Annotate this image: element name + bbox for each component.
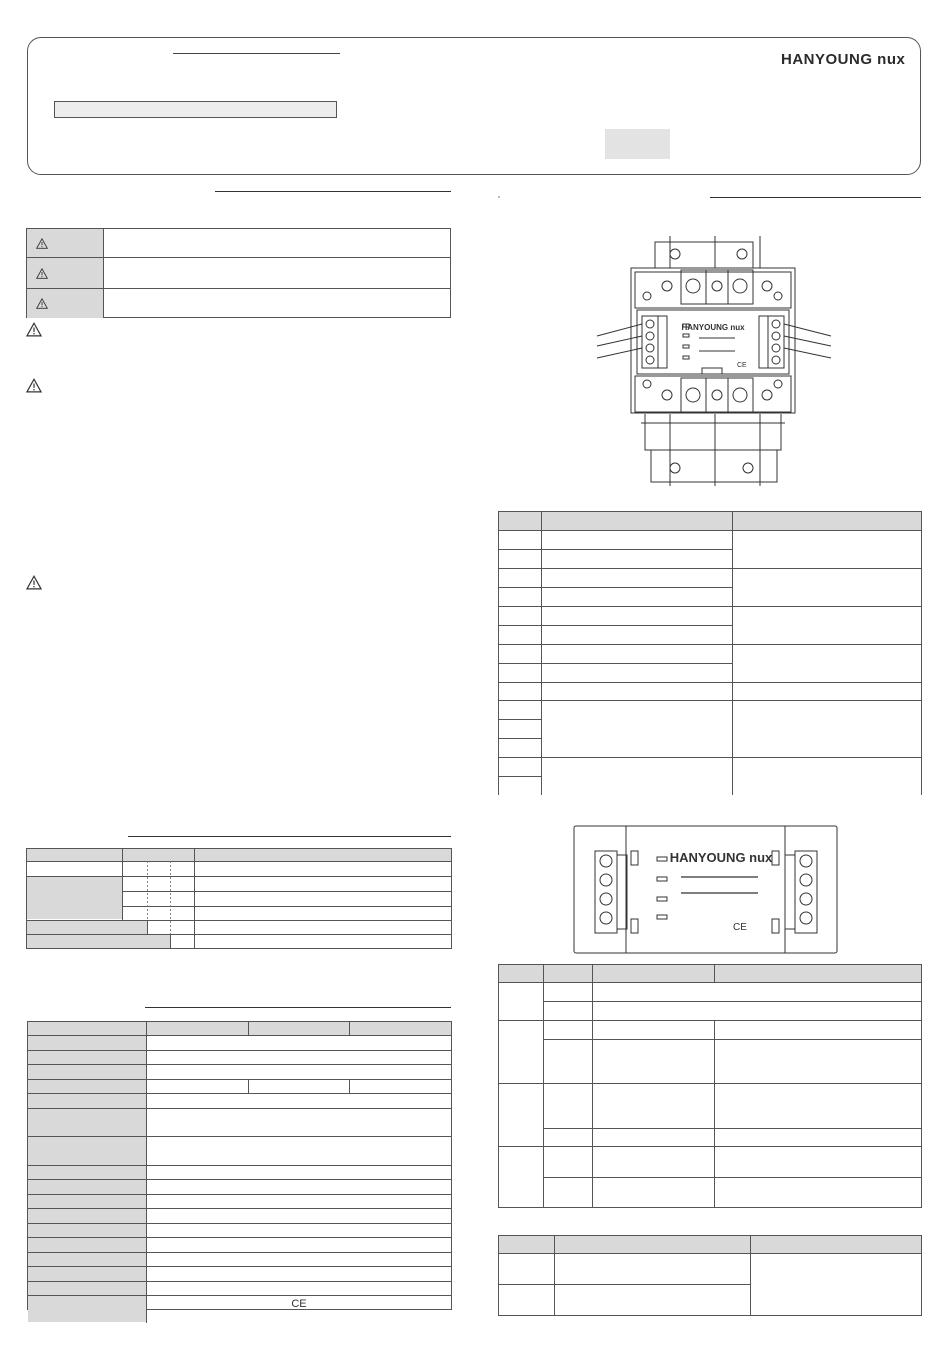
- summary-table: [498, 1235, 922, 1317]
- safety-row-caution: [27, 289, 450, 318]
- brand-logo: [781, 51, 905, 68]
- safety-label-danger: [27, 229, 104, 257]
- dot-mark: [498, 196, 500, 198]
- diagram-top-ce: CE: [737, 362, 747, 369]
- section-line-safety: [215, 191, 451, 192]
- safety-row-warning: [27, 258, 450, 289]
- indicator-header-row: [499, 965, 921, 982]
- section-line-model: [128, 836, 451, 837]
- warning-triangle-icon: [36, 298, 48, 309]
- indicator-table-border: [499, 965, 922, 1208]
- warning-triangle-icon: [26, 378, 42, 393]
- section-line-specs: [145, 1007, 451, 1008]
- spec-ce-mark: CE: [291, 1298, 307, 1310]
- diagram-bottom-logo: HANYOUNG nux: [669, 850, 773, 865]
- indicator-table: [498, 964, 922, 1209]
- side-view-diagram: [573, 825, 839, 955]
- spec-header-row: [146, 1022, 451, 1035]
- safety-table: [26, 228, 451, 318]
- product-diagram: [595, 228, 835, 490]
- warning-triangle-icon: [36, 268, 48, 279]
- safety-label-caution: [27, 289, 104, 318]
- diagram-top-logo: HANYOUNG nux: [681, 323, 745, 332]
- parts-table-border: [499, 512, 922, 796]
- parts-table: [498, 511, 922, 795]
- spec-table: [27, 1021, 452, 1323]
- warning-triangle-icon: [26, 575, 42, 590]
- brand-logo-text: HANYOUNG nux: [781, 51, 906, 68]
- safety-label-warning: [27, 258, 104, 288]
- parts-header-row: [499, 512, 921, 530]
- model-input-box: [54, 101, 337, 118]
- grey-block: [605, 129, 670, 159]
- warning-triangle-icon: [26, 322, 42, 337]
- title-underline: [173, 53, 340, 54]
- warning-triangle-icon: [36, 238, 48, 249]
- section-line-parts: [710, 197, 921, 198]
- safety-row-danger: [27, 229, 450, 258]
- model-code-table: [26, 848, 452, 950]
- diagram-bottom-ce: CE: [733, 922, 747, 933]
- spec-label-column: [28, 1022, 146, 1322]
